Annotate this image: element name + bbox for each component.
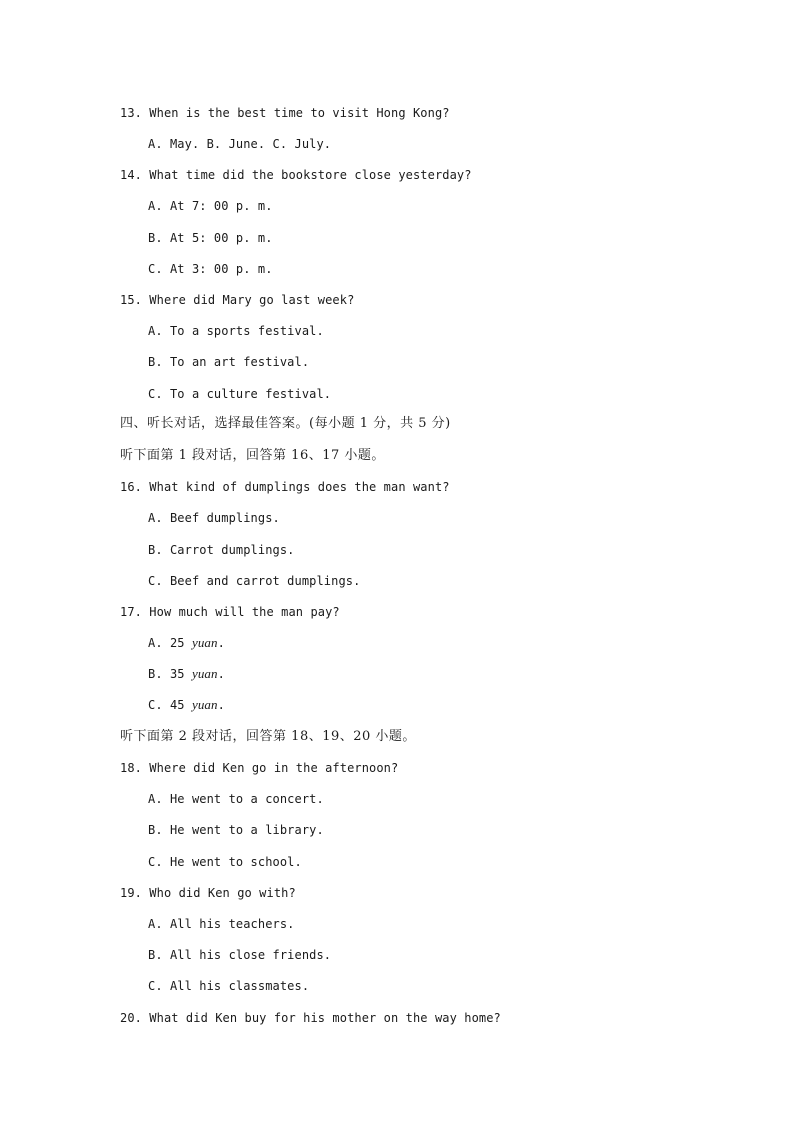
- question-18-option-b: B. He went to a library.: [148, 823, 324, 837]
- question-16-option-a: A. Beef dumplings.: [148, 511, 280, 525]
- question-13: 13. When is the best time to visit Hong Kong?: [120, 106, 450, 120]
- question-17-option-c: [148, 697, 225, 713]
- question-20: 20. What did Ken buy for his mother on the way home?: [120, 1011, 501, 1025]
- question-18: 18. Where did Ken go in the afternoon?: [120, 761, 399, 775]
- question-14: 14. What time did the bookstore close yesterday?: [120, 168, 472, 182]
- question-15-option-b: B. To an art festival.: [148, 355, 310, 369]
- option-unit: yuan: [191, 635, 218, 650]
- question-15-option-a: A. To a sports festival.: [148, 324, 324, 338]
- option-unit: yuan: [191, 697, 218, 712]
- question-15-option-c: C. To a culture festival.: [148, 387, 332, 401]
- question-14-option-b: B. At 5: 00 p. m.: [148, 231, 273, 245]
- question-16: 16. What kind of dumplings does the man want?: [120, 480, 450, 494]
- option-prefix: B. 35: [148, 667, 192, 681]
- option-prefix: A. 25: [148, 636, 192, 650]
- option-prefix: C. 45: [148, 698, 192, 712]
- question-16-option-b: B. Carrot dumplings.: [148, 543, 295, 557]
- question-14-option-c: C. At 3: 00 p. m.: [148, 262, 273, 276]
- question-17: 17. How much will the man pay?: [120, 605, 340, 619]
- question-16-option-c: C. Beef and carrot dumplings.: [148, 574, 361, 588]
- question-19-option-c: C. All his classmates.: [148, 979, 310, 993]
- question-19-option-b: B. All his close friends.: [148, 948, 332, 962]
- question-14-option-a: A. At 7: 00 p. m.: [148, 199, 273, 213]
- option-unit: yuan: [191, 666, 218, 681]
- question-15: 15. Where did Mary go last week?: [120, 293, 355, 307]
- option-suffix: .: [217, 636, 225, 650]
- question-19-option-a: A. All his teachers.: [148, 917, 295, 931]
- option-suffix: .: [217, 698, 225, 712]
- question-19: 19. Who did Ken go with?: [120, 886, 296, 900]
- question-18-option-c: C. He went to school.: [148, 855, 302, 869]
- option-suffix: .: [217, 667, 225, 681]
- question-18-option-a: A. He went to a concert.: [148, 792, 324, 806]
- section-4-heading: 四、听长对话，选择最佳答案。(每小题 1 分，共 5 分): [120, 416, 451, 431]
- question-17-option-a: [148, 635, 225, 651]
- dialog-1-instruction: 听下面第 1 段对话，回答第 16、17 小题。: [120, 448, 385, 463]
- question-13-options: A. May. B. June. C. July.: [148, 137, 332, 151]
- question-17-option-b: [148, 666, 225, 682]
- dialog-2-instruction: 听下面第 2 段对话，回答第 18、19、20 小题。: [120, 729, 416, 744]
